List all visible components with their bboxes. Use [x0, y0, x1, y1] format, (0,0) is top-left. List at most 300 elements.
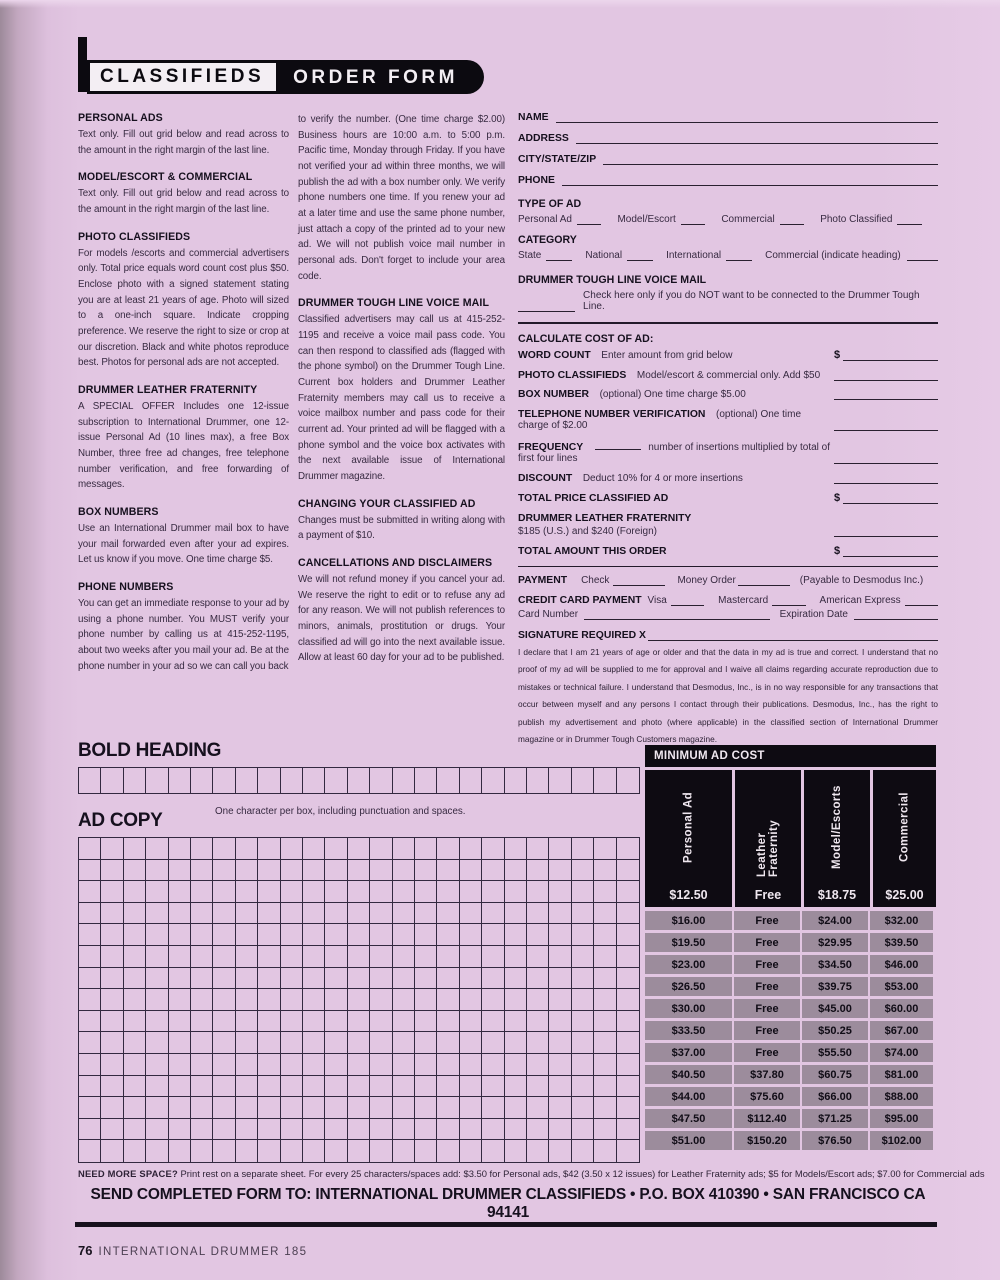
- grid-cell[interactable]: [393, 860, 415, 882]
- grid-cell[interactable]: [236, 946, 258, 968]
- grid-cell[interactable]: [169, 903, 191, 925]
- grid-cell[interactable]: [594, 924, 616, 946]
- grid-cell[interactable]: [505, 946, 527, 968]
- grid-cell[interactable]: [393, 768, 415, 793]
- grid-cell[interactable]: [437, 989, 459, 1011]
- grid-cell[interactable]: [572, 860, 594, 882]
- grid-cell[interactable]: [303, 1119, 325, 1141]
- grid-cell[interactable]: [303, 768, 325, 793]
- grid-cell[interactable]: [169, 1119, 191, 1141]
- grid-cell[interactable]: [482, 903, 504, 925]
- grid-cell[interactable]: [169, 946, 191, 968]
- grid-cell[interactable]: [460, 1054, 482, 1076]
- grid-cell[interactable]: [146, 1054, 168, 1076]
- grid-cell[interactable]: [415, 1076, 437, 1098]
- grid-cell[interactable]: [617, 1076, 639, 1098]
- grid-cell[interactable]: [303, 1032, 325, 1054]
- grid-cell[interactable]: [236, 1032, 258, 1054]
- grid-cell[interactable]: [325, 1119, 347, 1141]
- grid-cell[interactable]: [348, 946, 370, 968]
- grid-cell[interactable]: [236, 1011, 258, 1033]
- address-field-blank[interactable]: [576, 133, 938, 144]
- calc-amount-blank[interactable]: [834, 370, 938, 381]
- grid-cell[interactable]: [236, 881, 258, 903]
- grid-cell[interactable]: [415, 924, 437, 946]
- grid-cell[interactable]: [101, 989, 123, 1011]
- grid-cell[interactable]: [482, 1054, 504, 1076]
- grid-cell[interactable]: [505, 768, 527, 793]
- grid-cell[interactable]: [303, 989, 325, 1011]
- grid-cell[interactable]: [572, 903, 594, 925]
- grid-cell[interactable]: [146, 1097, 168, 1119]
- grid-cell[interactable]: [482, 768, 504, 793]
- grid-cell[interactable]: [146, 968, 168, 990]
- calc-amount-blank[interactable]: [843, 546, 938, 557]
- grid-cell[interactable]: [303, 903, 325, 925]
- grid-cell[interactable]: [325, 1097, 347, 1119]
- grid-cell[interactable]: [191, 968, 213, 990]
- grid-cell[interactable]: [370, 768, 392, 793]
- grid-cell[interactable]: [393, 1119, 415, 1141]
- grid-cell[interactable]: [527, 1011, 549, 1033]
- grid-cell[interactable]: [482, 838, 504, 860]
- grid-cell[interactable]: [527, 1119, 549, 1141]
- grid-cell[interactable]: [191, 946, 213, 968]
- phone-field-blank[interactable]: [562, 175, 938, 186]
- grid-cell[interactable]: [101, 1032, 123, 1054]
- grid-cell[interactable]: [213, 1140, 235, 1162]
- grid-cell[interactable]: [101, 968, 123, 990]
- grid-cell[interactable]: [303, 1076, 325, 1098]
- grid-cell[interactable]: [146, 946, 168, 968]
- grid-cell[interactable]: [415, 968, 437, 990]
- grid-cell[interactable]: [348, 1097, 370, 1119]
- grid-cell[interactable]: [258, 903, 280, 925]
- grid-cell[interactable]: [393, 924, 415, 946]
- grid-cell[interactable]: [482, 946, 504, 968]
- grid-cell[interactable]: [549, 860, 571, 882]
- city-state-zip-field-blank[interactable]: [603, 154, 938, 165]
- grid-cell[interactable]: [572, 1054, 594, 1076]
- grid-cell[interactable]: [594, 1119, 616, 1141]
- grid-cell[interactable]: [594, 1076, 616, 1098]
- grid-cell[interactable]: [191, 1011, 213, 1033]
- grid-cell[interactable]: [325, 881, 347, 903]
- grid-cell[interactable]: [146, 860, 168, 882]
- grid-cell[interactable]: [101, 924, 123, 946]
- grid-cell[interactable]: [617, 1140, 639, 1162]
- grid-cell[interactable]: [505, 838, 527, 860]
- grid-cell[interactable]: [236, 860, 258, 882]
- grid-cell[interactable]: [482, 860, 504, 882]
- grid-cell[interactable]: [437, 1119, 459, 1141]
- grid-cell[interactable]: [146, 768, 168, 793]
- grid-cell[interactable]: [505, 903, 527, 925]
- grid-cell[interactable]: [101, 881, 123, 903]
- grid-cell[interactable]: [169, 1076, 191, 1098]
- grid-cell[interactable]: [281, 860, 303, 882]
- grid-cell[interactable]: [393, 1054, 415, 1076]
- grid-cell[interactable]: [505, 1032, 527, 1054]
- grid-cell[interactable]: [191, 903, 213, 925]
- grid-cell[interactable]: [213, 903, 235, 925]
- grid-cell[interactable]: [124, 1011, 146, 1033]
- grid-cell[interactable]: [527, 946, 549, 968]
- grid-cell[interactable]: [594, 768, 616, 793]
- signature-blank[interactable]: [648, 630, 938, 641]
- grid-cell[interactable]: [236, 838, 258, 860]
- grid-cell[interactable]: [191, 1032, 213, 1054]
- grid-cell[interactable]: [213, 881, 235, 903]
- grid-cell[interactable]: [505, 924, 527, 946]
- grid-cell[interactable]: [594, 903, 616, 925]
- grid-cell[interactable]: [460, 860, 482, 882]
- grid-cell[interactable]: [527, 1054, 549, 1076]
- grid-cell[interactable]: [146, 1076, 168, 1098]
- grid-cell[interactable]: [348, 989, 370, 1011]
- grid-cell[interactable]: [101, 768, 123, 793]
- grid-cell[interactable]: [281, 1097, 303, 1119]
- grid-cell[interactable]: [101, 903, 123, 925]
- grid-cell[interactable]: [617, 881, 639, 903]
- grid-cell[interactable]: [482, 968, 504, 990]
- grid-cell[interactable]: [437, 1076, 459, 1098]
- calc-amount-blank[interactable]: [843, 350, 938, 361]
- grid-cell[interactable]: [348, 860, 370, 882]
- grid-cell[interactable]: [213, 1032, 235, 1054]
- grid-cell[interactable]: [437, 1032, 459, 1054]
- grid-cell[interactable]: [549, 924, 571, 946]
- grid-cell[interactable]: [415, 1011, 437, 1033]
- grid-cell[interactable]: [460, 989, 482, 1011]
- grid-cell[interactable]: [281, 1011, 303, 1033]
- grid-cell[interactable]: [124, 946, 146, 968]
- grid-cell[interactable]: [505, 1011, 527, 1033]
- grid-cell[interactable]: [79, 1032, 101, 1054]
- grid-cell[interactable]: [594, 1054, 616, 1076]
- grid-cell[interactable]: [281, 1119, 303, 1141]
- grid-cell[interactable]: [281, 881, 303, 903]
- grid-cell[interactable]: [370, 1119, 392, 1141]
- grid-cell[interactable]: [236, 903, 258, 925]
- grid-cell[interactable]: [370, 881, 392, 903]
- grid-cell[interactable]: [617, 1032, 639, 1054]
- grid-cell[interactable]: [169, 968, 191, 990]
- grid-cell[interactable]: [370, 838, 392, 860]
- grid-cell[interactable]: [101, 1097, 123, 1119]
- grid-cell[interactable]: [527, 1076, 549, 1098]
- grid-cell[interactable]: [213, 968, 235, 990]
- grid-cell[interactable]: [258, 838, 280, 860]
- grid-cell[interactable]: [191, 1140, 213, 1162]
- grid-cell[interactable]: [460, 946, 482, 968]
- tough-line-optout-blank[interactable]: [518, 301, 575, 312]
- grid-cell[interactable]: [415, 1032, 437, 1054]
- grid-cell[interactable]: [213, 838, 235, 860]
- grid-cell[interactable]: [325, 946, 347, 968]
- grid-cell[interactable]: [370, 946, 392, 968]
- grid-cell[interactable]: [549, 1011, 571, 1033]
- grid-cell[interactable]: [191, 838, 213, 860]
- grid-cell[interactable]: [370, 1054, 392, 1076]
- name-field-blank[interactable]: [556, 112, 938, 123]
- grid-cell[interactable]: [460, 1011, 482, 1033]
- grid-cell[interactable]: [460, 1032, 482, 1054]
- grid-cell[interactable]: [146, 1140, 168, 1162]
- grid-cell[interactable]: [303, 860, 325, 882]
- grid-cell[interactable]: [236, 968, 258, 990]
- grid-cell[interactable]: [101, 1011, 123, 1033]
- grid-cell[interactable]: [101, 1119, 123, 1141]
- grid-cell[interactable]: [549, 1097, 571, 1119]
- grid-cell[interactable]: [348, 1011, 370, 1033]
- type-option-blank[interactable]: [681, 214, 706, 225]
- grid-cell[interactable]: [79, 860, 101, 882]
- grid-cell[interactable]: [258, 924, 280, 946]
- grid-cell[interactable]: [281, 1032, 303, 1054]
- grid-cell[interactable]: [437, 838, 459, 860]
- grid-cell[interactable]: [437, 1140, 459, 1162]
- grid-cell[interactable]: [124, 989, 146, 1011]
- grid-cell[interactable]: [549, 968, 571, 990]
- grid-cell[interactable]: [348, 838, 370, 860]
- grid-cell[interactable]: [348, 1054, 370, 1076]
- grid-cell[interactable]: [79, 838, 101, 860]
- grid-cell[interactable]: [594, 946, 616, 968]
- grid-cell[interactable]: [415, 860, 437, 882]
- grid-cell[interactable]: [393, 903, 415, 925]
- grid-cell[interactable]: [325, 903, 347, 925]
- grid-cell[interactable]: [213, 1011, 235, 1033]
- grid-cell[interactable]: [348, 1119, 370, 1141]
- grid-cell[interactable]: [460, 838, 482, 860]
- grid-cell[interactable]: [549, 1076, 571, 1098]
- calc-amount-blank[interactable]: [834, 473, 938, 484]
- grid-cell[interactable]: [146, 881, 168, 903]
- grid-cell[interactable]: [370, 1140, 392, 1162]
- grid-cell[interactable]: [124, 768, 146, 793]
- grid-cell[interactable]: [124, 860, 146, 882]
- grid-cell[interactable]: [594, 968, 616, 990]
- grid-cell[interactable]: [303, 968, 325, 990]
- grid-cell[interactable]: [415, 946, 437, 968]
- grid-cell[interactable]: [549, 1119, 571, 1141]
- grid-cell[interactable]: [146, 838, 168, 860]
- type-option-blank[interactable]: [897, 214, 922, 225]
- grid-cell[interactable]: [437, 903, 459, 925]
- grid-cell[interactable]: [169, 768, 191, 793]
- grid-cell[interactable]: [303, 838, 325, 860]
- grid-cell[interactable]: [124, 838, 146, 860]
- grid-cell[interactable]: [370, 1076, 392, 1098]
- grid-cell[interactable]: [258, 1054, 280, 1076]
- grid-cell[interactable]: [482, 1011, 504, 1033]
- grid-cell[interactable]: [460, 968, 482, 990]
- grid-cell[interactable]: [505, 1076, 527, 1098]
- grid-cell[interactable]: [437, 924, 459, 946]
- grid-cell[interactable]: [617, 1097, 639, 1119]
- grid-cell[interactable]: [236, 1097, 258, 1119]
- grid-cell[interactable]: [146, 989, 168, 1011]
- grid-cell[interactable]: [191, 881, 213, 903]
- grid-cell[interactable]: [79, 946, 101, 968]
- grid-cell[interactable]: [101, 860, 123, 882]
- grid-cell[interactable]: [415, 1140, 437, 1162]
- grid-cell[interactable]: [572, 946, 594, 968]
- grid-cell[interactable]: [213, 860, 235, 882]
- grid-cell[interactable]: [303, 924, 325, 946]
- grid-cell[interactable]: [281, 838, 303, 860]
- grid-cell[interactable]: [393, 1011, 415, 1033]
- grid-cell[interactable]: [191, 860, 213, 882]
- calc-amount-blank[interactable]: [843, 493, 938, 504]
- grid-cell[interactable]: [236, 1054, 258, 1076]
- grid-cell[interactable]: [415, 903, 437, 925]
- category-option-blank[interactable]: [546, 250, 572, 261]
- grid-cell[interactable]: [572, 838, 594, 860]
- grid-cell[interactable]: [572, 768, 594, 793]
- grid-cell[interactable]: [505, 1119, 527, 1141]
- grid-cell[interactable]: [460, 1140, 482, 1162]
- grid-cell[interactable]: [393, 881, 415, 903]
- grid-cell[interactable]: [258, 946, 280, 968]
- grid-cell[interactable]: [617, 1011, 639, 1033]
- grid-cell[interactable]: [303, 946, 325, 968]
- grid-cell[interactable]: [169, 1097, 191, 1119]
- grid-cell[interactable]: [124, 1076, 146, 1098]
- grid-cell[interactable]: [303, 1054, 325, 1076]
- grid-cell[interactable]: [482, 1119, 504, 1141]
- grid-cell[interactable]: [213, 1054, 235, 1076]
- grid-cell[interactable]: [527, 768, 549, 793]
- grid-cell[interactable]: [370, 1032, 392, 1054]
- grid-cell[interactable]: [505, 1054, 527, 1076]
- grid-cell[interactable]: [191, 924, 213, 946]
- grid-cell[interactable]: [482, 1076, 504, 1098]
- grid-cell[interactable]: [79, 924, 101, 946]
- grid-cell[interactable]: [617, 924, 639, 946]
- grid-cell[interactable]: [348, 968, 370, 990]
- grid-cell[interactable]: [527, 968, 549, 990]
- grid-cell[interactable]: [146, 924, 168, 946]
- grid-cell[interactable]: [236, 1076, 258, 1098]
- grid-cell[interactable]: [236, 1119, 258, 1141]
- grid-cell[interactable]: [572, 1097, 594, 1119]
- grid-cell[interactable]: [213, 768, 235, 793]
- grid-cell[interactable]: [572, 1140, 594, 1162]
- grid-cell[interactable]: [617, 1054, 639, 1076]
- grid-cell[interactable]: [124, 1054, 146, 1076]
- grid-cell[interactable]: [348, 1140, 370, 1162]
- grid-cell[interactable]: [191, 1054, 213, 1076]
- grid-cell[interactable]: [124, 903, 146, 925]
- calc-amount-blank[interactable]: [834, 526, 938, 537]
- grid-cell[interactable]: [124, 1032, 146, 1054]
- grid-cell[interactable]: [79, 968, 101, 990]
- grid-cell[interactable]: [124, 968, 146, 990]
- grid-cell[interactable]: [236, 924, 258, 946]
- grid-cell[interactable]: [348, 768, 370, 793]
- grid-cell[interactable]: [437, 946, 459, 968]
- card-number-blank[interactable]: [584, 609, 770, 620]
- grid-cell[interactable]: [169, 881, 191, 903]
- grid-cell[interactable]: [415, 1119, 437, 1141]
- grid-cell[interactable]: [213, 1076, 235, 1098]
- grid-cell[interactable]: [460, 903, 482, 925]
- grid-cell[interactable]: [325, 924, 347, 946]
- grid-cell[interactable]: [594, 1032, 616, 1054]
- grid-cell[interactable]: [325, 1140, 347, 1162]
- expiration-date-blank[interactable]: [854, 609, 938, 620]
- grid-cell[interactable]: [393, 838, 415, 860]
- grid-cell[interactable]: [101, 946, 123, 968]
- grid-cell[interactable]: [460, 768, 482, 793]
- grid-cell[interactable]: [460, 1076, 482, 1098]
- grid-cell[interactable]: [325, 768, 347, 793]
- grid-cell[interactable]: [393, 1032, 415, 1054]
- grid-cell[interactable]: [281, 1140, 303, 1162]
- grid-cell[interactable]: [124, 881, 146, 903]
- grid-cell[interactable]: [258, 989, 280, 1011]
- type-option-blank[interactable]: [577, 214, 602, 225]
- mastercard-blank[interactable]: [772, 595, 805, 606]
- category-option-blank[interactable]: [627, 250, 653, 261]
- grid-cell[interactable]: [415, 838, 437, 860]
- grid-cell[interactable]: [169, 860, 191, 882]
- grid-cell[interactable]: [482, 924, 504, 946]
- grid-cell[interactable]: [572, 989, 594, 1011]
- grid-cell[interactable]: [79, 881, 101, 903]
- grid-cell[interactable]: [169, 1140, 191, 1162]
- grid-cell[interactable]: [594, 1097, 616, 1119]
- grid-cell[interactable]: [594, 838, 616, 860]
- grid-cell[interactable]: [594, 860, 616, 882]
- grid-cell[interactable]: [549, 838, 571, 860]
- grid-cell[interactable]: [124, 924, 146, 946]
- grid-cell[interactable]: [258, 1076, 280, 1098]
- grid-cell[interactable]: [79, 768, 101, 793]
- grid-cell[interactable]: [191, 989, 213, 1011]
- grid-cell[interactable]: [527, 1097, 549, 1119]
- grid-cell[interactable]: [258, 1097, 280, 1119]
- grid-cell[interactable]: [460, 1097, 482, 1119]
- grid-cell[interactable]: [437, 768, 459, 793]
- grid-cell[interactable]: [169, 924, 191, 946]
- grid-cell[interactable]: [348, 924, 370, 946]
- grid-cell[interactable]: [325, 1054, 347, 1076]
- american-express-blank[interactable]: [905, 595, 938, 606]
- grid-cell[interactable]: [572, 1032, 594, 1054]
- grid-cell[interactable]: [79, 989, 101, 1011]
- grid-cell[interactable]: [146, 1119, 168, 1141]
- grid-cell[interactable]: [258, 1140, 280, 1162]
- grid-cell[interactable]: [325, 860, 347, 882]
- grid-cell[interactable]: [79, 1054, 101, 1076]
- grid-cell[interactable]: [393, 1076, 415, 1098]
- grid-cell[interactable]: [146, 903, 168, 925]
- grid-cell[interactable]: [191, 768, 213, 793]
- grid-cell[interactable]: [213, 924, 235, 946]
- grid-cell[interactable]: [549, 1140, 571, 1162]
- calc-amount-blank[interactable]: [834, 420, 938, 431]
- grid-cell[interactable]: [415, 881, 437, 903]
- grid-cell[interactable]: [258, 968, 280, 990]
- grid-cell[interactable]: [572, 924, 594, 946]
- calc-amount-blank[interactable]: [834, 389, 938, 400]
- grid-cell[interactable]: [236, 989, 258, 1011]
- grid-cell[interactable]: [437, 968, 459, 990]
- grid-cell[interactable]: [348, 881, 370, 903]
